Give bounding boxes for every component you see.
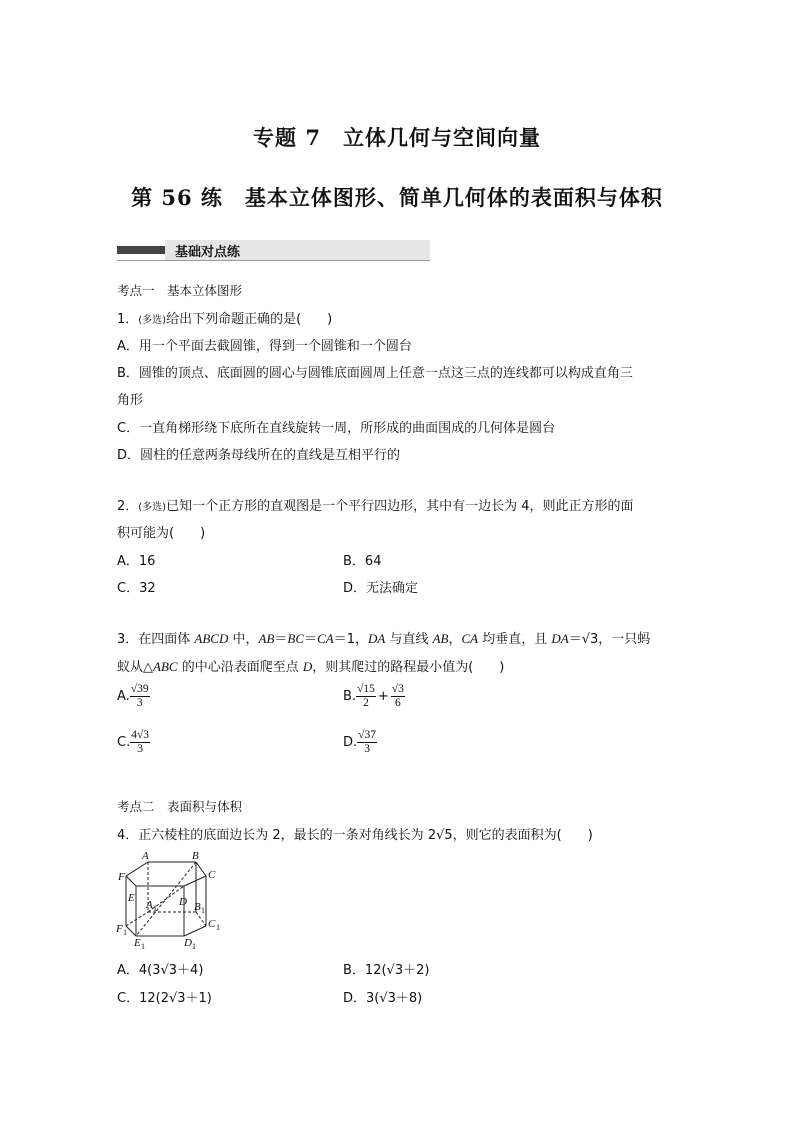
vertex-d1: D — [184, 937, 192, 949]
question-1-stem: 1．(多选)给出下列命题正确的是( ) — [117, 312, 333, 327]
kaodian-2: 考点二 表面积与体积 — [117, 799, 243, 814]
kaodian-1: 考点一 基本立体图形 — [117, 283, 243, 298]
question-4-stem: 4．正六棱柱的底面边长为 2，最长的一条对角线长为 2√5，则它的表面积为( ) — [117, 828, 593, 843]
q1-option-b-cont: 角形 — [117, 393, 144, 408]
q2-option-a: A．16 — [117, 554, 156, 569]
svg-text:1: 1 — [141, 942, 145, 951]
svg-text:1: 1 — [153, 904, 157, 913]
q4-option-a: A．4(3√3＋4) — [117, 963, 204, 978]
q3-option-c: C. $\frac{4√3}{3}$ — [117, 729, 150, 755]
q1-option-d: D．圆柱的任意两条母线所在的直线是互相平行的 — [117, 448, 401, 463]
vertex-c: C — [208, 869, 216, 881]
multi-select-tag: (多选) — [138, 315, 167, 326]
q2-option-b: B．64 — [343, 554, 382, 569]
q4-option-b: B．12(√3＋2) — [343, 963, 430, 978]
vertex-a1: A — [146, 899, 153, 911]
q1-option-a: A．用一个平面去截圆锥，得到一个圆锥和一个圆台 — [117, 339, 412, 354]
svg-text:1: 1 — [123, 928, 127, 937]
question-3-stem: 3．在四面体 ABCD 中，AB＝BC＝CA＝1，DA 与直线 AB，CA 均垂直，且 DA＝√3，一只蚂 — [117, 631, 651, 647]
vertex-d: D — [179, 896, 187, 908]
q1-option-b: B．圆锥的顶点、底面圆的圆心与圆锥底面圆周上任意一点这三点的连线都可以构成直角三 — [117, 366, 633, 381]
vertex-e1: E — [134, 937, 141, 949]
vertex-f1: F — [116, 923, 123, 935]
vertex-a: A — [142, 850, 149, 862]
lesson-title: 第 56 练 基本立体图形、简单几何体的表面积与体积 — [131, 185, 663, 210]
svg-text:1: 1 — [216, 923, 220, 932]
svg-text:1: 1 — [201, 906, 205, 915]
q4-option-c: C．12(2√3＋1) — [117, 991, 212, 1006]
svg-text:1: 1 — [192, 942, 196, 951]
q3-option-a: A. $\frac{√39}{3}$ — [117, 683, 149, 709]
q4-option-d: D．3(√3＋8) — [343, 991, 423, 1006]
multi-select-tag: (多选) — [138, 502, 167, 513]
vertex-c1: C — [208, 918, 216, 930]
vertex-e: E — [128, 892, 135, 904]
chapter-title: 专题 7 立体几何与空间向量 — [253, 125, 541, 150]
q3-option-b: B. $\frac{√15}{2}$ + $\frac{√3}{6}$ — [343, 683, 404, 709]
q2-option-d: D．无法确定 — [343, 581, 419, 596]
q3-option-d: D. $\frac{√37}{3}$ — [343, 729, 376, 755]
hexagonal-prism-figure — [112, 846, 222, 954]
q1-option-c: C．一直角梯形绕下底所在直线旋转一周，所形成的曲面围成的几何体是圆台 — [117, 421, 556, 436]
vertex-b: B — [192, 850, 199, 862]
section-banner — [117, 240, 430, 262]
q2-option-c: C．32 — [117, 581, 156, 596]
question-3-stem-cont: 蚁从△ABC 的中心沿表面爬至点 D，则其爬过的路程最小值为( ) — [117, 659, 505, 675]
question-2-stem: 2．(多选)已知一个正方形的直观图是一个平行四边形，其中有一边长为 4，则此正方形的面 — [117, 499, 634, 514]
section-label: 基础对点练 — [175, 245, 241, 260]
vertex-b1: B — [194, 901, 201, 913]
question-2-stem-cont: 积可能为( ) — [117, 526, 206, 541]
vertex-f: F — [118, 871, 125, 883]
